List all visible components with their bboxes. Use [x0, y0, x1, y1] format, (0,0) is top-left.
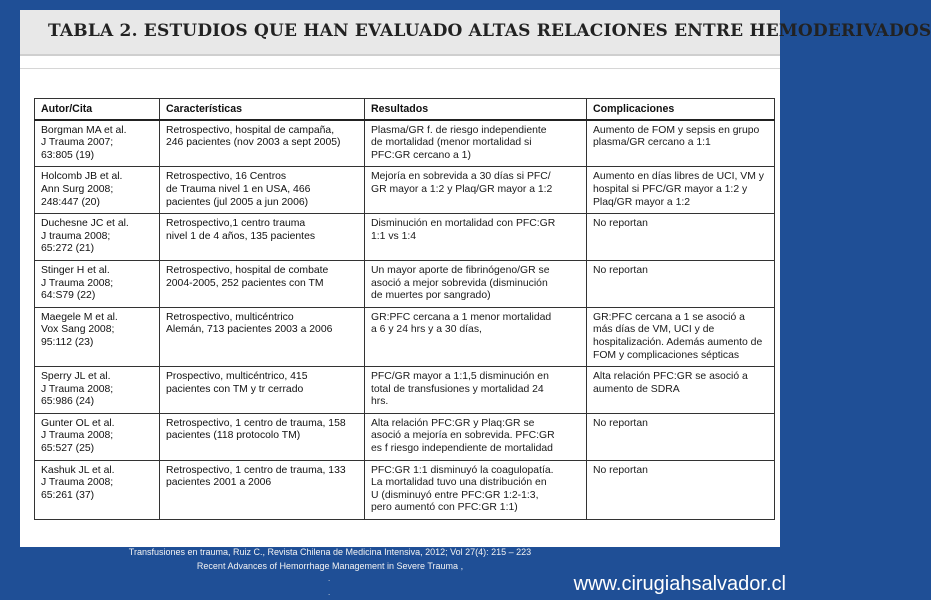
cell-line: Retrospectivo, multicéntrico: [166, 311, 294, 323]
cell-line: hospital si PFC/GR mayor a 1:2 y: [593, 183, 748, 195]
cell-line: 2004-2005, 252 pacientes con TM: [166, 277, 324, 289]
cell-line: aumento de SDRA: [593, 383, 680, 395]
cell-line: Retrospectivo, 16 Centros: [166, 171, 287, 183]
divider-rule: [20, 68, 780, 69]
cell-line: No reportan: [593, 417, 648, 429]
cell-resultados: [365, 460, 587, 519]
cell-line: 248:447 (20): [41, 196, 100, 208]
cell-line: Retrospectivo, hospital de campaña,: [166, 124, 335, 136]
cell-line: más días de VM, UCI y de: [593, 324, 715, 336]
cell-line: No reportan: [593, 264, 648, 276]
cell-line: No reportan: [593, 464, 648, 476]
cell-caracteristicas: [160, 120, 365, 167]
cell-line: 65:527 (25): [41, 443, 95, 455]
cell-line: Disminución en mortalidad con PFC:GR: [371, 218, 556, 230]
cell-line: J Trauma 2008;: [41, 277, 114, 289]
table-row: [35, 307, 775, 366]
studies-table: [34, 98, 775, 520]
cell-resultados: [365, 367, 587, 414]
cell-caracteristicas: [160, 413, 365, 460]
cell-line: Borgman MA et al.: [41, 124, 127, 136]
cell-line: Prospectivo, multicéntrico, 415: [166, 371, 308, 383]
header-autor: Autor/Cita: [35, 99, 160, 120]
cell-line: Aumento en días libres de UCI, VM y: [593, 171, 764, 183]
table-row: [35, 120, 775, 167]
cell-line: Retrospectivo, hospital de combate: [166, 264, 329, 276]
cell-complicaciones: [587, 167, 775, 214]
cell-autor: [35, 307, 160, 366]
title-bar: [20, 10, 931, 56]
cell-line: J trauma 2008;: [41, 230, 111, 242]
cell-line: Alta relación PFC:GR se asoció a: [593, 371, 748, 383]
cell-line: 65:261 (37): [41, 489, 95, 501]
cell-line: pacientes con TM y tr cerrado: [166, 383, 304, 395]
cell-resultados: [365, 167, 587, 214]
cell-line: asoció a mejoría en sobrevida. PFC:GR: [371, 430, 555, 442]
cell-line: PFC:GR 1:1 disminuyó la coagulopatía.: [371, 464, 554, 476]
cell-line: PFC:GR cercano a 1): [371, 149, 471, 161]
cell-line: FOM y complicaciones sépticas: [593, 349, 740, 361]
table-row: [35, 413, 775, 460]
cell-line: 1:1 vs 1:4: [371, 230, 417, 242]
cell-complicaciones: [587, 460, 775, 519]
cell-line: hrs.: [371, 396, 389, 408]
cell-line: U (disminuyó entre PFC:GR 1:2-1:3,: [371, 489, 539, 501]
cell-line: de mortalidad (menor mortalidad si: [371, 137, 532, 149]
cell-resultados: [365, 120, 587, 167]
cell-line: Gunter OL et al.: [41, 417, 115, 429]
cell-line: 95:112 (23): [41, 336, 94, 348]
cell-caracteristicas: [160, 214, 365, 261]
cell-line: total de transfusiones y mortalidad 24: [371, 383, 544, 395]
cell-line: 64:S79 (22): [41, 290, 96, 302]
cell-caracteristicas: [160, 367, 365, 414]
cell-caracteristicas: [160, 167, 365, 214]
footer-dot-1: .: [328, 574, 331, 583]
footer-dot-2: .: [328, 588, 331, 597]
slide: [20, 10, 931, 547]
cell-line: Ann Surg 2008;: [41, 183, 114, 195]
cell-caracteristicas: [160, 460, 365, 519]
cell-complicaciones: [587, 307, 775, 366]
cell-line: Retrospectivo, 1 centro de trauma, 133: [166, 464, 346, 476]
citation-2: Recent Advances of Hemorrhage Management in Severe Trauma ,: [196, 561, 464, 571]
cell-line: asoció a mejor sobrevida (disminución: [371, 277, 548, 289]
cell-line: J Trauma 2008;: [41, 383, 114, 395]
cell-complicaciones: [587, 367, 775, 414]
cell-line: Vox Sang 2008;: [41, 324, 115, 336]
cell-line: 65:272 (21): [41, 243, 95, 255]
cell-line: de muertes por sangrado): [371, 290, 491, 302]
cell-line: Stinger H et al.: [41, 264, 110, 276]
cell-line: pero aumentó con PFC:GR 1:1): [371, 502, 518, 514]
cell-line: nivel 1 de 4 años, 135 pacientes: [166, 230, 316, 242]
cell-line: pacientes (jul 2005 a jun 2006): [166, 196, 309, 208]
cell-line: GR mayor a 1:2 y Plaq/GR mayor a 1:2: [371, 183, 553, 195]
cell-line: PFC/GR mayor a 1:1,5 disminución en: [371, 371, 549, 383]
table-row: [35, 214, 775, 261]
header-resultados: Resultados: [365, 99, 587, 120]
cell-line: Retrospectivo,1 centro trauma: [166, 218, 306, 230]
cell-line: Holcomb JB et al.: [41, 171, 123, 183]
cell-line: de Trauma nivel 1 en USA, 466: [166, 183, 311, 195]
cell-autor: [35, 413, 160, 460]
table-row: [35, 460, 775, 519]
site-url: www.cirugiahsalvador.cl: [573, 573, 786, 595]
cell-line: GR:PFC cercana a 1 se asoció a: [593, 311, 745, 323]
cell-autor: [35, 120, 160, 167]
table-row: [35, 260, 775, 307]
table-header-row: [35, 99, 775, 120]
cell-line: Alemán, 713 pacientes 2003 a 2006: [166, 324, 333, 336]
cell-line: J Trauma 2007;: [41, 137, 114, 149]
cell-resultados: [365, 214, 587, 261]
citation-1: Transfusiones en trauma, Ruiz C., Revista Chilena de Medicina Intensiva, 2012; Vol 27(4): 215 – 223: [128, 547, 532, 557]
table-title: TABLA 2. ESTUDIOS QUE HAN EVALUADO ALTAS RELACIONES ENTRE HEMODERIVADOS: [48, 21, 931, 41]
cell-complicaciones: [587, 260, 775, 307]
cell-autor: [35, 367, 160, 414]
cell-complicaciones: [587, 120, 775, 167]
table-body: [35, 120, 775, 520]
cell-line: Alta relación PFC:GR y Plaq:GR se: [371, 417, 535, 429]
cell-line: es f riesgo independiente de mortalidad: [371, 443, 553, 455]
cell-line: J Trauma 2008;: [41, 430, 114, 442]
cell-line: 246 pacientes (nov 2003 a sept 2005): [166, 137, 341, 149]
cell-line: La mortalidad tuvo una distribución en: [371, 477, 547, 489]
cell-line: Sperry JL et al.: [41, 371, 111, 383]
cell-line: Plaq/GR mayor a 1:2: [593, 196, 691, 208]
cell-line: hospitalización. Además aumento de: [593, 336, 763, 348]
cell-autor: [35, 167, 160, 214]
cell-line: Retrospectivo, 1 centro de trauma, 158: [166, 417, 346, 429]
cell-line: GR:PFC cercana a 1 menor mortalidad: [371, 311, 552, 323]
cell-line: Maegele M et al.: [41, 311, 118, 323]
cell-line: plasma/GR cercano a 1:1: [593, 137, 711, 149]
cell-autor: [35, 460, 160, 519]
cell-line: 63:805 (19): [41, 149, 95, 161]
cell-autor: [35, 214, 160, 261]
header-complicaciones: Complicaciones: [587, 99, 775, 120]
cell-line: Plasma/GR f. de riesgo independiente: [371, 124, 547, 136]
table-row: [35, 367, 775, 414]
table-row: [35, 167, 775, 214]
cell-line: Duchesne JC et al.: [41, 218, 129, 230]
cell-line: Kashuk JL et al.: [41, 464, 115, 476]
header-caracteristicas: Características: [160, 99, 365, 120]
cell-resultados: [365, 260, 587, 307]
cell-line: pacientes (118 protocolo TM): [166, 430, 301, 442]
cell-caracteristicas: [160, 307, 365, 366]
cell-resultados: [365, 307, 587, 366]
cell-line: Aumento de FOM y sepsis en grupo: [593, 124, 760, 136]
cell-line: Mejoría en sobrevida a 30 días si PFC/: [371, 171, 551, 183]
cell-line: Un mayor aporte de fibrinógeno/GR se: [371, 264, 550, 276]
cell-line: J Trauma 2008;: [41, 477, 114, 489]
cell-line: No reportan: [593, 218, 648, 230]
cell-caracteristicas: [160, 260, 365, 307]
cell-autor: [35, 260, 160, 307]
cell-complicaciones: [587, 214, 775, 261]
cell-line: a 6 y 24 hrs y a 30 días,: [371, 324, 482, 336]
cell-resultados: [365, 413, 587, 460]
cell-line: pacientes 2001 a 2006: [166, 477, 272, 489]
cell-line: 65:986 (24): [41, 396, 95, 408]
cell-complicaciones: [587, 413, 775, 460]
